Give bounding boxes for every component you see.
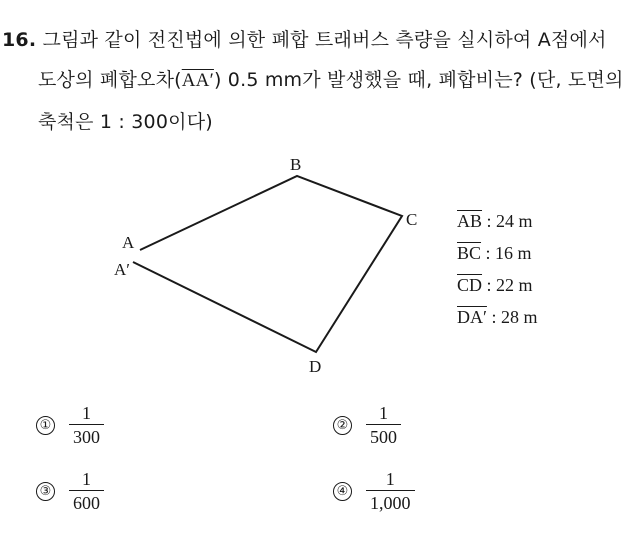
choice-fraction (69, 468, 104, 514)
choice-3[interactable] (36, 468, 104, 514)
point-label-c: C (406, 210, 418, 229)
choice-marker: ② (333, 416, 352, 435)
choice-1[interactable] (36, 402, 104, 448)
legend-value-ab: : 24 m (486, 211, 533, 231)
legend-seg-ab: $\overline{AB}$ (457, 211, 483, 231)
question-text-3: 축척은 1 : 300이다) (38, 111, 213, 133)
legend-value-bc: : 16 m (485, 243, 532, 263)
point-label-a: A (122, 233, 135, 252)
fraction-numerator: 1 (82, 403, 91, 423)
question-number: 16. (2, 29, 37, 51)
fraction-denominator: 1,000 (366, 490, 415, 514)
point-label-a-prime: A′ (114, 260, 130, 279)
legend-value-da: : 28 m (491, 307, 538, 327)
legend-row-da (457, 307, 537, 328)
legend-row-bc (457, 243, 532, 264)
legend-seg-da: DA′ (457, 307, 487, 327)
fraction-numerator: 1 (385, 469, 395, 489)
question-text-1: 그림과 같이 전진법에 의한 폐합 트래버스 측량을 실시하여 A점에서 (42, 29, 607, 51)
legend-value-cd: : 22 m (486, 275, 533, 295)
question-text-2-pre: 도상의 폐합오차( (38, 69, 182, 91)
traverse-lines (133, 176, 402, 352)
legend-row-ab (457, 211, 533, 232)
point-label-d: D (309, 357, 322, 376)
fraction-numerator: 1 (379, 403, 388, 423)
choice-fraction (366, 468, 415, 514)
fraction-denominator: 300 (69, 424, 104, 448)
question-text-2-post: ) 0.5 mm가 발생했을 때, 폐합비는? (단, 도면의 (213, 69, 624, 91)
choice-marker: ③ (36, 482, 55, 501)
choice-2[interactable] (333, 402, 401, 448)
choice-marker: ① (36, 416, 55, 435)
choice-4[interactable] (333, 468, 415, 514)
fraction-denominator: 500 (366, 424, 401, 448)
point-label-b: B (290, 155, 302, 174)
legend-seg-cd: $\overline{CD}$ (457, 275, 483, 295)
legend-seg-bc: $\overline{BC}$ (457, 243, 482, 263)
fraction-denominator: 600 (69, 490, 104, 514)
legend-row-cd (457, 275, 533, 296)
closure-error-segment: AA′ (181, 70, 214, 91)
choice-fraction (366, 402, 401, 448)
choice-marker: ④ (333, 482, 352, 501)
fraction-numerator: 1 (82, 469, 91, 489)
choice-fraction (69, 402, 104, 448)
